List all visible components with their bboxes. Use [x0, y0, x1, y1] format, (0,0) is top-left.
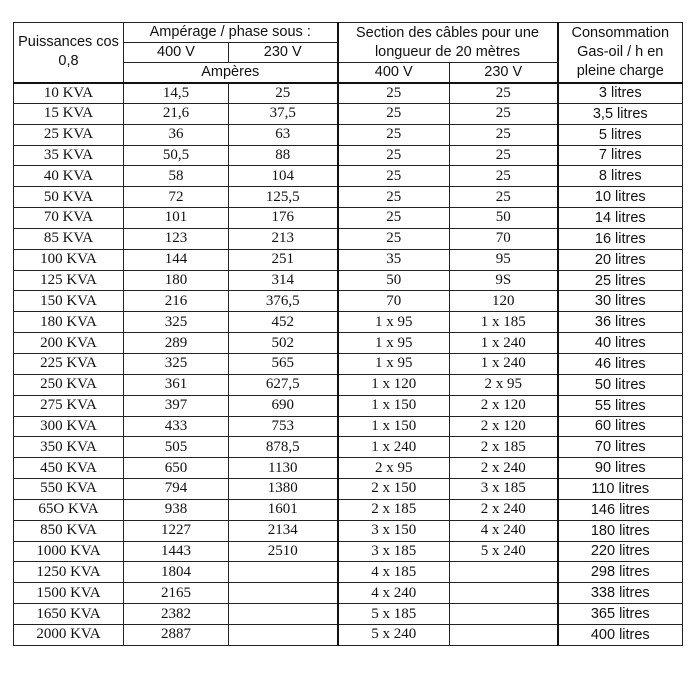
- table-header: [14, 23, 683, 83]
- cell-power: 200 KVA: [14, 333, 124, 354]
- cell-amp-230v: [229, 624, 338, 645]
- cell-section-230v: 3 x 185: [450, 479, 558, 500]
- table-row: [14, 416, 683, 437]
- cell-amp-400v: 2887: [124, 624, 229, 645]
- cell-amp-400v: 505: [124, 437, 229, 458]
- cell-section-400v: 1 x 120: [338, 374, 450, 395]
- cell-amp-230v: 1601: [229, 499, 338, 520]
- cell-consumption: 146 litres: [558, 499, 683, 520]
- cell-section-230v: 25: [450, 145, 558, 166]
- cell-section-400v: 2 x 95: [338, 458, 450, 479]
- cell-amp-400v: 72: [124, 187, 229, 208]
- cell-section-400v: 70: [338, 291, 450, 312]
- cell-amp-230v: [229, 562, 338, 583]
- cell-section-230v: 25: [450, 187, 558, 208]
- cell-power: 225 KVA: [14, 353, 124, 374]
- cell-consumption: 40 litres: [558, 333, 683, 354]
- table-row: [14, 166, 683, 187]
- cell-section-230v: 95: [450, 249, 558, 270]
- cell-section-230v: [450, 604, 558, 625]
- cell-consumption: 3 litres: [558, 83, 683, 104]
- cell-consumption: 36 litres: [558, 312, 683, 333]
- cell-section-400v: 1 x 95: [338, 333, 450, 354]
- cell-power: 250 KVA: [14, 374, 124, 395]
- cell-amp-400v: 794: [124, 479, 229, 500]
- cell-section-400v: 25: [338, 124, 450, 145]
- cell-section-400v: 5 x 185: [338, 604, 450, 625]
- cell-power: 850 KVA: [14, 520, 124, 541]
- cell-amp-400v: 123: [124, 228, 229, 249]
- cell-section-230v: 9S: [450, 270, 558, 291]
- cell-section-400v: 25: [338, 187, 450, 208]
- cell-amp-400v: 144: [124, 249, 229, 270]
- cell-power: 550 KVA: [14, 479, 124, 500]
- cell-amp-400v: 216: [124, 291, 229, 312]
- cell-consumption: 365 litres: [558, 604, 683, 625]
- cell-amp-230v: 104: [229, 166, 338, 187]
- header-amp-400v: 400 V: [124, 43, 229, 63]
- cell-section-400v: 35: [338, 249, 450, 270]
- cell-section-400v: 2 x 150: [338, 479, 450, 500]
- cell-amp-230v: 452: [229, 312, 338, 333]
- cell-section-400v: 25: [338, 83, 450, 104]
- cell-amp-400v: 50,5: [124, 145, 229, 166]
- cell-consumption: 20 litres: [558, 249, 683, 270]
- cell-amp-230v: 176: [229, 208, 338, 229]
- cell-power: 35 KVA: [14, 145, 124, 166]
- cell-amp-400v: 58: [124, 166, 229, 187]
- cell-consumption: 220 litres: [558, 541, 683, 562]
- cell-consumption: 90 litres: [558, 458, 683, 479]
- cell-consumption: 400 litres: [558, 624, 683, 645]
- cell-amp-230v: 2510: [229, 541, 338, 562]
- table-row: [14, 374, 683, 395]
- table-row: [14, 458, 683, 479]
- cell-section-400v: 3 x 150: [338, 520, 450, 541]
- table-row: [14, 583, 683, 604]
- cell-amp-230v: [229, 583, 338, 604]
- cell-amp-400v: 180: [124, 270, 229, 291]
- cell-amp-400v: 1443: [124, 541, 229, 562]
- table-row: [14, 499, 683, 520]
- cell-amp-230v: 565: [229, 353, 338, 374]
- table-body: [14, 83, 683, 646]
- table-row: [14, 520, 683, 541]
- cell-amp-400v: 21,6: [124, 103, 229, 124]
- cell-consumption: 8 litres: [558, 166, 683, 187]
- cell-section-400v: 25: [338, 166, 450, 187]
- cell-amp-400v: 2382: [124, 604, 229, 625]
- cell-section-230v: 2 x 120: [450, 416, 558, 437]
- cell-amp-400v: 101: [124, 208, 229, 229]
- header-power: Puissances cos 0,8: [14, 23, 124, 83]
- cell-amp-230v: 125,5: [229, 187, 338, 208]
- cell-section-400v: 1 x 150: [338, 416, 450, 437]
- cell-consumption: 298 litres: [558, 562, 683, 583]
- cell-section-230v: 2 x 185: [450, 437, 558, 458]
- generator-spec-table: [13, 22, 683, 646]
- cell-consumption: 30 litres: [558, 291, 683, 312]
- cell-amp-400v: 36: [124, 124, 229, 145]
- cell-section-400v: 1 x 150: [338, 395, 450, 416]
- cell-section-230v: 1 x 240: [450, 333, 558, 354]
- cell-section-400v: 1 x 240: [338, 437, 450, 458]
- table-row: [14, 103, 683, 124]
- cell-amp-230v: 376,5: [229, 291, 338, 312]
- cell-consumption: 3,5 litres: [558, 103, 683, 124]
- cell-amp-400v: 325: [124, 312, 229, 333]
- table-row: [14, 228, 683, 249]
- header-section: Section des câbles pour une longueur de 20 mètres: [338, 23, 558, 63]
- cell-section-230v: 120: [450, 291, 558, 312]
- cell-section-230v: 70: [450, 228, 558, 249]
- cell-amp-400v: 1227: [124, 520, 229, 541]
- cell-consumption: 46 litres: [558, 353, 683, 374]
- cell-consumption: 110 litres: [558, 479, 683, 500]
- cell-power: 50 KVA: [14, 187, 124, 208]
- cell-consumption: 7 litres: [558, 145, 683, 166]
- cell-section-400v: 3 x 185: [338, 541, 450, 562]
- cell-power: 125 KVA: [14, 270, 124, 291]
- header-consumption: Consommation Gas-oil / h en pleine charge: [558, 23, 683, 83]
- cell-amp-230v: 63: [229, 124, 338, 145]
- cell-section-400v: 25: [338, 228, 450, 249]
- cell-section-230v: 2 x 240: [450, 499, 558, 520]
- cell-section-230v: 2 x 240: [450, 458, 558, 479]
- header-section-400v: 400 V: [338, 63, 450, 83]
- cell-consumption: 55 litres: [558, 395, 683, 416]
- table-row: [14, 604, 683, 625]
- cell-section-400v: 1 x 95: [338, 353, 450, 374]
- table-row: [14, 312, 683, 333]
- cell-section-400v: 25: [338, 208, 450, 229]
- cell-amp-400v: 2165: [124, 583, 229, 604]
- cell-power: 100 KVA: [14, 249, 124, 270]
- cell-consumption: 10 litres: [558, 187, 683, 208]
- cell-section-230v: 4 x 240: [450, 520, 558, 541]
- cell-amp-230v: 213: [229, 228, 338, 249]
- cell-amp-230v: 251: [229, 249, 338, 270]
- cell-power: 1000 KVA: [14, 541, 124, 562]
- cell-consumption: 16 litres: [558, 228, 683, 249]
- cell-amp-400v: 289: [124, 333, 229, 354]
- table-row: [14, 395, 683, 416]
- cell-section-230v: 50: [450, 208, 558, 229]
- cell-consumption: 14 litres: [558, 208, 683, 229]
- cell-power: 1500 KVA: [14, 583, 124, 604]
- cell-amp-230v: 753: [229, 416, 338, 437]
- table-row: [14, 353, 683, 374]
- header-amp-230v: 230 V: [229, 43, 338, 63]
- cell-section-230v: [450, 624, 558, 645]
- cell-amp-230v: 25: [229, 83, 338, 104]
- header-amperes: Ampères: [124, 63, 338, 83]
- cell-amp-400v: 14,5: [124, 83, 229, 104]
- cell-section-230v: 1 x 185: [450, 312, 558, 333]
- cell-section-230v: 25: [450, 103, 558, 124]
- cell-amp-230v: 88: [229, 145, 338, 166]
- table-row: [14, 270, 683, 291]
- cell-section-400v: 25: [338, 145, 450, 166]
- table-row: [14, 249, 683, 270]
- cell-consumption: 70 litres: [558, 437, 683, 458]
- cell-section-400v: 1 x 95: [338, 312, 450, 333]
- cell-consumption: 60 litres: [558, 416, 683, 437]
- cell-amp-400v: 325: [124, 353, 229, 374]
- cell-power: 40 KVA: [14, 166, 124, 187]
- cell-power: 25 KVA: [14, 124, 124, 145]
- cell-amp-230v: 1130: [229, 458, 338, 479]
- cell-section-400v: 4 x 240: [338, 583, 450, 604]
- table-row: [14, 187, 683, 208]
- table-row: [14, 437, 683, 458]
- cell-power: 180 KVA: [14, 312, 124, 333]
- cell-amp-400v: 938: [124, 499, 229, 520]
- cell-amp-230v: 690: [229, 395, 338, 416]
- cell-section-400v: 25: [338, 103, 450, 124]
- cell-consumption: 338 litres: [558, 583, 683, 604]
- cell-amp-230v: 502: [229, 333, 338, 354]
- cell-section-400v: 2 x 185: [338, 499, 450, 520]
- cell-power: 65O KVA: [14, 499, 124, 520]
- cell-section-230v: 2 x 95: [450, 374, 558, 395]
- cell-amp-230v: 627,5: [229, 374, 338, 395]
- cell-amp-230v: 37,5: [229, 103, 338, 124]
- cell-amp-230v: 314: [229, 270, 338, 291]
- header-amperage: Ampérage / phase sous :: [124, 23, 338, 43]
- cell-consumption: 50 litres: [558, 374, 683, 395]
- cell-amp-230v: [229, 604, 338, 625]
- cell-amp-400v: 361: [124, 374, 229, 395]
- cell-section-230v: 25: [450, 166, 558, 187]
- cell-power: 1650 KVA: [14, 604, 124, 625]
- cell-power: 70 KVA: [14, 208, 124, 229]
- cell-section-230v: [450, 583, 558, 604]
- cell-power: 2000 KVA: [14, 624, 124, 645]
- cell-section-230v: 2 x 120: [450, 395, 558, 416]
- cell-section-230v: 25: [450, 124, 558, 145]
- cell-section-230v: [450, 562, 558, 583]
- table-row: [14, 562, 683, 583]
- cell-section-230v: 1 x 240: [450, 353, 558, 374]
- cell-power: 150 KVA: [14, 291, 124, 312]
- cell-power: 450 KVA: [14, 458, 124, 479]
- table-row: [14, 479, 683, 500]
- table-row: [14, 208, 683, 229]
- table-row: [14, 124, 683, 145]
- table-row: [14, 333, 683, 354]
- cell-power: 10 KVA: [14, 83, 124, 104]
- table-row: [14, 291, 683, 312]
- header-section-230v: 230 V: [450, 63, 558, 83]
- cell-amp-230v: 878,5: [229, 437, 338, 458]
- cell-power: 350 KVA: [14, 437, 124, 458]
- table-row: [14, 83, 683, 104]
- table-row: [14, 145, 683, 166]
- cell-amp-400v: 1804: [124, 562, 229, 583]
- cell-power: 1250 KVA: [14, 562, 124, 583]
- cell-power: 15 KVA: [14, 103, 124, 124]
- cell-power: 275 KVA: [14, 395, 124, 416]
- cell-amp-230v: 2134: [229, 520, 338, 541]
- table-row: [14, 541, 683, 562]
- table-row: [14, 624, 683, 645]
- cell-section-230v: 5 x 240: [450, 541, 558, 562]
- cell-amp-400v: 433: [124, 416, 229, 437]
- cell-power: 85 KVA: [14, 228, 124, 249]
- cell-section-400v: 50: [338, 270, 450, 291]
- cell-consumption: 25 litres: [558, 270, 683, 291]
- cell-section-230v: 25: [450, 83, 558, 104]
- cell-amp-230v: 1380: [229, 479, 338, 500]
- cell-section-400v: 4 x 185: [338, 562, 450, 583]
- cell-consumption: 180 litres: [558, 520, 683, 541]
- cell-amp-400v: 650: [124, 458, 229, 479]
- cell-power: 300 KVA: [14, 416, 124, 437]
- cell-amp-400v: 397: [124, 395, 229, 416]
- cell-consumption: 5 litres: [558, 124, 683, 145]
- cell-section-400v: 5 x 240: [338, 624, 450, 645]
